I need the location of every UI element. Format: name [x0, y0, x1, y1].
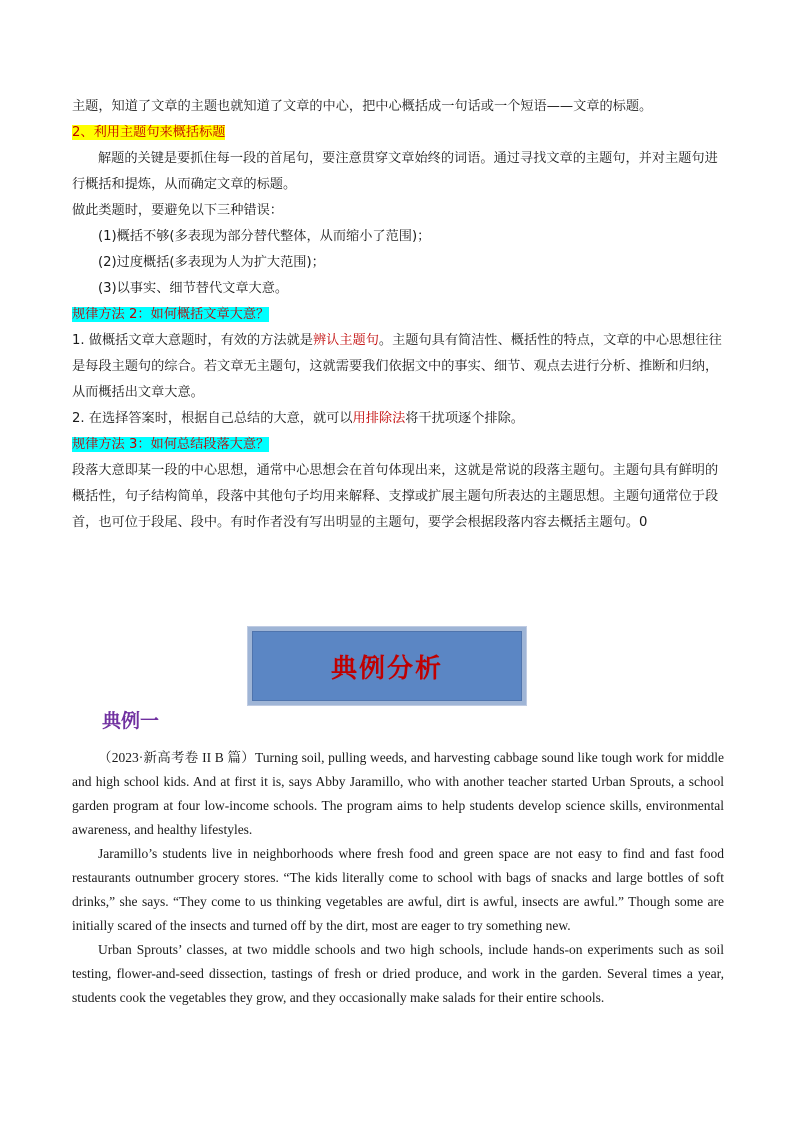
method3-heading-text: 规律方法 3：如何总结段落大意？	[72, 437, 270, 452]
method2-point-1	[72, 328, 724, 406]
method1-subheading	[72, 120, 724, 146]
method2-point-2	[72, 406, 724, 432]
section-banner	[247, 626, 527, 706]
example-heading: 典例一	[102, 710, 160, 732]
example-paragraph-3: Urban Sprouts’ classes, at two middle schools and two high schools, include hands-on experiments such as soil testing, flower-and-seed dissection, tastings of fresh or dried produce, and work in the garden. Several times a year, students cook the vegetables they grow, and they occasionally make salads for their entire schools.	[72, 942, 724, 1005]
method2-heading-text: 规律方法 2：如何概括文章大意？	[72, 307, 270, 322]
method1-continued-line: 主题，知道了文章的主题也就知道了文章的中心，把中心概括成一句话或一个短语——文章的标题。	[72, 99, 653, 114]
method2-point-1-b: 。主题句具有简洁性、概括性的特点，文章的中心思想往往是每段主题句的综合。若文章无主题句，这就需要我们依据文中的事实、细节、观点去进行分析、推断和归纳，从而概括出文章大意。	[72, 333, 722, 400]
section-banner-title: 典例分析	[330, 653, 443, 684]
method2-heading	[72, 302, 724, 328]
method3-body: 段落大意即某一段的中心思想，通常中心思想会在首句体现出来，这就是常说的段落主题句。主题句具有鲜明的概括性，句子结构简单，段落中其他句子均用来解释、支撑或扩展主题句所表达的主题思想。主题句通常位于段首，也可位于段尾、段中。有时作者没有写出明显的主题句，要学会根据段落内容去概括主题句。0	[72, 463, 719, 530]
example-paragraph-1: （2023·新高考卷 II B 篇）Turning soil, pulling weeds, and harvesting cabbage sound like tough work for middle and high school kids. And at first it is, says Abby Jaramillo, who with another teacher started Urban Sprouts, a school garden program at four low-income schools. The program aims to help students develop science skills, environmental awareness, and healthy lifestyles.	[72, 750, 724, 837]
method3-heading	[72, 432, 724, 458]
method2-point-1-highlight: 辨认主题句	[312, 333, 379, 348]
method1-error-2: (2)过度概括(多表现为人为扩大范围)；	[98, 255, 325, 270]
method2-point-2-highlight: 用排除法	[352, 411, 406, 426]
method1-subheading-text: 2、利用主题句来概括标题	[72, 125, 226, 140]
method1-error-3: (3)以事实、细节替代文章大意。	[98, 281, 289, 296]
method1-error-1: (1)概括不够(多表现为部分替代整体，从而缩小了范围)；	[98, 229, 431, 244]
example-paragraph-2: Jaramillo’s students live in neighborhoods where fresh food and green space are not easy to find and fast food restaurants outnumber grocery stores. “The kids literally come to school with bags of snacks and large bottles of soft drinks,” she says. “They come to us thinking vegetables are awful, dirt is awful, insects are awful.” Though some are initially scared of the insects and turned off by the dirt, most are eager to try something new.	[72, 846, 724, 933]
method1-explanation: 解题的关键是要抓住每一段的首尾句，要注意贯穿文章始终的词语。通过寻找文章的主题句，并对主题句进行概括和提炼，从而确定文章的标题。	[72, 151, 718, 192]
document-body	[72, 94, 724, 536]
method2-point-2-b: 将干扰项逐个排除。	[405, 411, 524, 426]
method1-avoid-intro: 做此类题时，要避免以下三种错误：	[72, 203, 283, 218]
method2-point-1-a: 1. 做概括文章大意题时，有效的方法就是	[72, 333, 313, 348]
section-banner-inner	[252, 631, 522, 701]
method2-point-2-a: 2. 在选择答案时，根据自己总结的大意，就可以	[72, 411, 353, 426]
example-passage	[72, 746, 724, 1010]
